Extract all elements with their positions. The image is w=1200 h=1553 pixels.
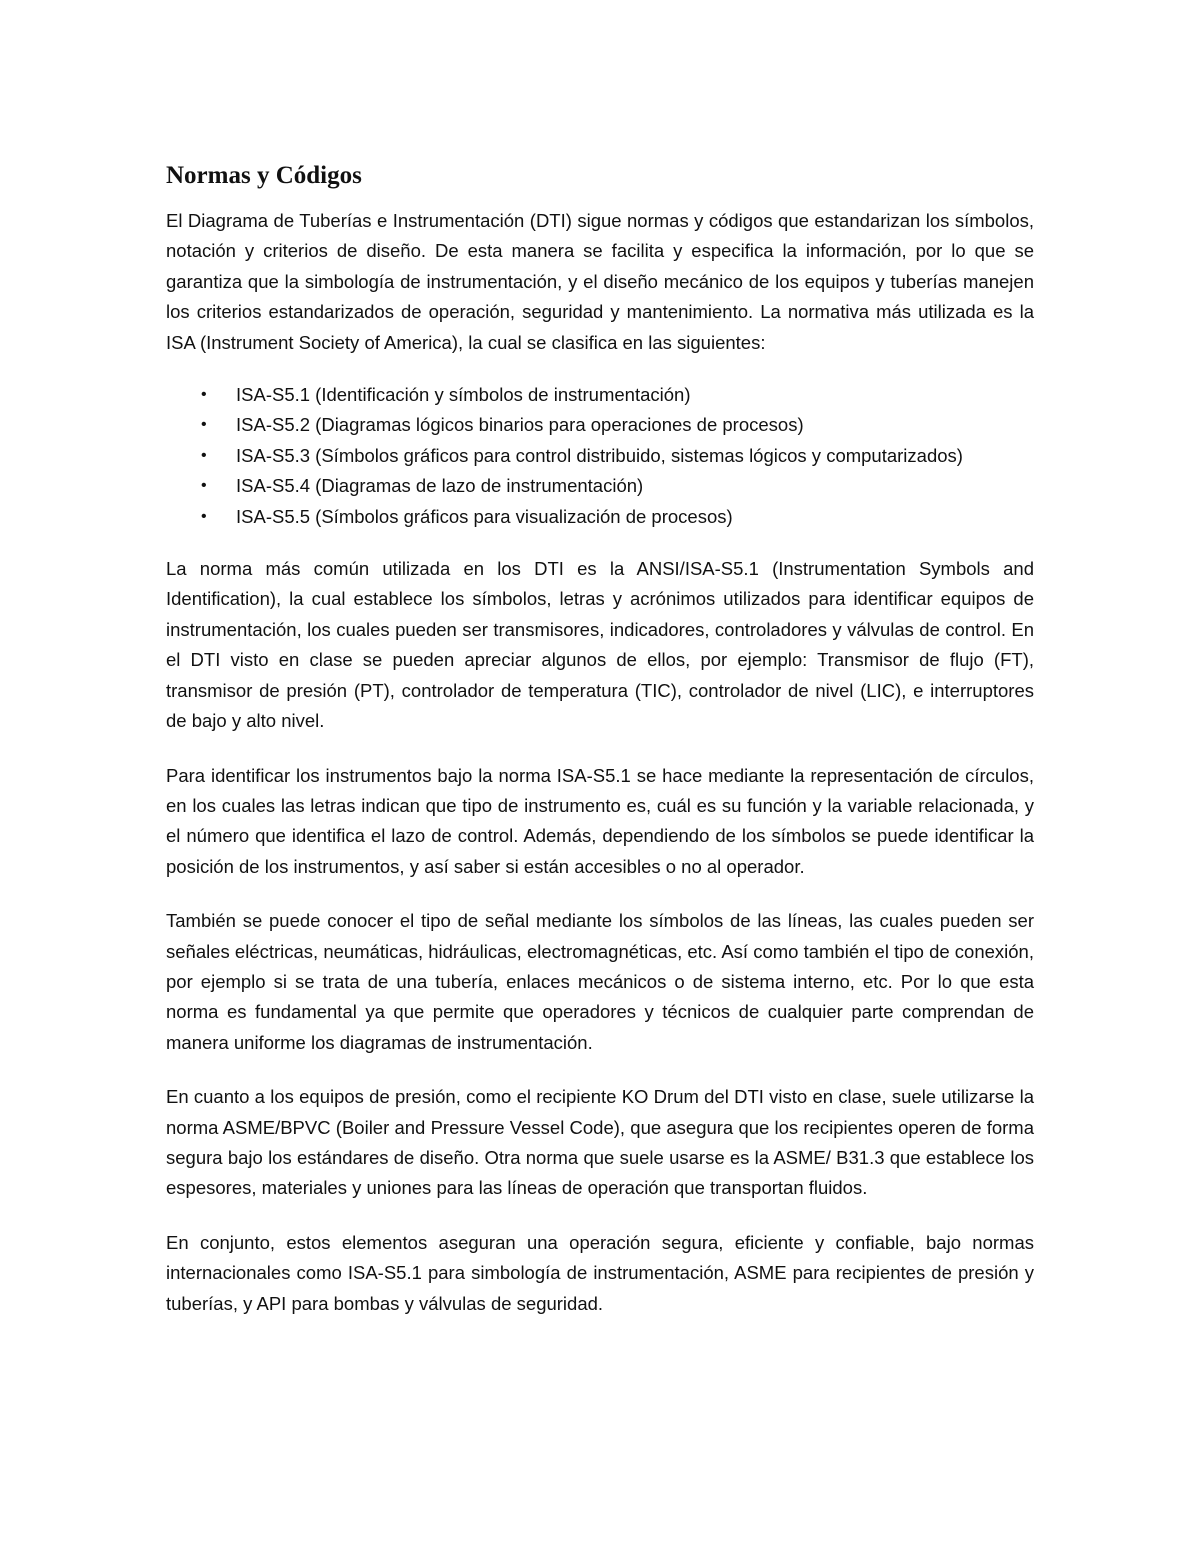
list-item [166, 502, 1034, 532]
list-item [166, 471, 1034, 501]
list-item [166, 441, 1034, 471]
paragraph-ansi-isa: La norma más común utilizada en los DTI es la ANSI/ISA-S5.1 (Instrumentation Symbols and Identification), la cual establece los símbolos, letras y acrónimos utilizados para identificar equipos de instrumentación, los cuales pueden ser transmisores, indicadores, controladores y válvulas de control. En el DTI visto en clase se pueden apreciar algunos de ellos, por ejemplo: Transmisor de flujo (FT), transmisor de presión (PT), controlador de temperatura (TIC), controlador de nivel (LIC), e interruptores de bajo y alto nivel. [166, 558, 1034, 732]
list-item-text: ISA-S5.1 (Identificación y símbolos de instrumentación) [236, 384, 691, 406]
intro-paragraph: El Diagrama de Tuberías e Instrumentación (DTI) sigue normas y códigos que estandarizan los símbolos, notación y criterios de diseño. De esta manera se facilita y especifica la información, por lo que se garantiza que la simbología de instrumentación, y el diseño mecánico de los equipos y tuberías manejen los criterios estandarizados de operación, seguridad y mantenimiento. La normativa más utilizada es la ISA (Instrument Society of America), la cual se clasifica en las siguientes: [166, 210, 1034, 353]
bullet-icon: • [201, 416, 207, 434]
list-item [166, 380, 1034, 410]
bullet-icon: • [201, 446, 207, 464]
paragraph-conclusion: En conjunto, estos elementos aseguran una operación segura, eficiente y confiable, bajo normas internacionales como ISA-S5.1 para simbología de instrumentación, ASME para recipientes de presión y tuberías, y API para bombas y válvulas de seguridad. [166, 1231, 1034, 1314]
bullet-icon: • [201, 477, 207, 495]
list-item-text: ISA-S5.3 (Símbolos gráficos para control distribuido, sistemas lógicos y computarizados) [236, 444, 963, 466]
list-item [166, 410, 1034, 440]
paragraph-identification: Para identificar los instrumentos bajo la norma ISA-S5.1 se hace mediante la representación de círculos, en los cuales las letras indican que tipo de instrumento es, cuál es su función y la variable relacionada, y el número que identifica el lazo de control. Además, dependiendo de los símbolos se puede identificar la posición de los instrumentos, y así saber si están accesibles o no al operador. [166, 764, 1034, 877]
list-item-text: ISA-S5.5 (Símbolos gráficos para visualización de procesos) [236, 505, 733, 527]
document-page [166, 150, 1034, 1343]
list-item-text: ISA-S5.2 (Diagramas lógicos binarios para operaciones de procesos) [236, 414, 804, 436]
page-title: Normas y Códigos [166, 162, 362, 189]
bullet-icon: • [201, 386, 207, 404]
paragraph-pressure-equipment: En cuanto a los equipos de presión, como el recipiente KO Drum del DTI visto en clase, suele utilizarse la norma ASME/BPVC (Boiler and Pressure Vessel Code), que asegura que los recipientes operen de forma segura bajo los estándares de diseño. Otra norma que suele usarse es la ASME/ B31.3 que establece los espesores, materiales y uniones para las líneas de operación que transportan fluidos. [166, 1086, 1034, 1199]
list-item-text: ISA-S5.4 (Diagramas de lazo de instrumentación) [236, 475, 644, 497]
standards-list [166, 380, 1034, 532]
paragraph-signals: También se puede conocer el tipo de señal mediante los símbolos de las líneas, las cuales pueden ser señales eléctricas, neumáticas, hidráulicas, electromagnéticas, etc. Así como también el tipo de conexión, por ejemplo si se trata de una tubería, enlaces mecánicos o de sistema interno, etc. Por lo que esta norma es fundamental ya que permite que operadores y técnicos de cualquier parte comprendan de manera uniforme los diagramas de instrumentación. [166, 910, 1034, 1053]
bullet-icon: • [201, 507, 207, 525]
